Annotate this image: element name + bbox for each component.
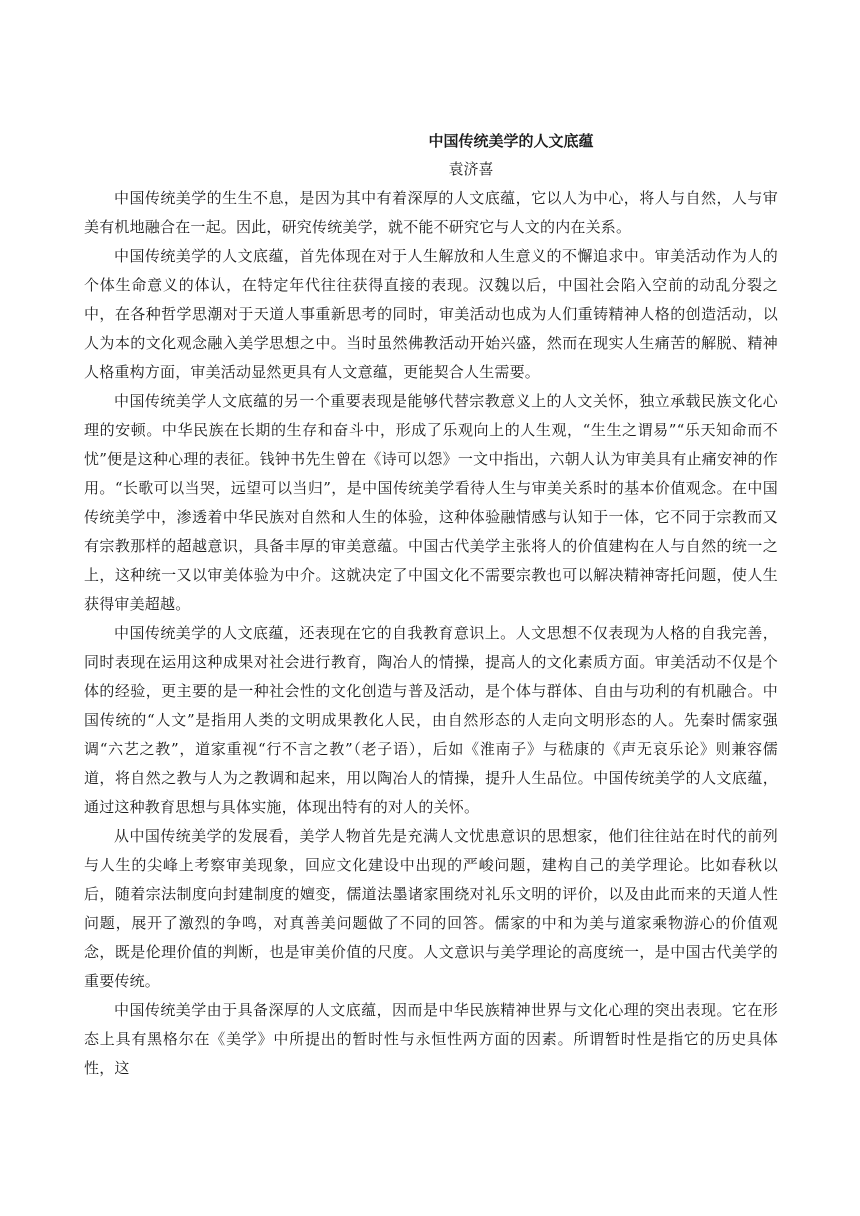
paragraph-2: 中国传统美学的人文底蕴，首先体现在对于人生解放和人生意义的不懈追求中。审美活动作为人的个体生命意义的体认，在特定年代往往获得直接的表现。汉魏以后，中国社会陷入空前的动乱分裂之中，在各种哲学思潮对于天道人事重新思考的同时，审美活动也成为人们重铸精神人格的创造活动，以人为本的文化观念融入美学思想之中。当时虽然佛教活动开始兴盛，然而在现实人生痛苦的解脱、精神人格重构方面，审美活动显然更具有人文意蕴，更能契合人生需要。 [84,247,778,381]
article-author: 袁济喜 [448,160,494,178]
article-title: 中国传统美学的人文底蕴 [428,132,594,150]
paragraph-1: 中国传统美学的生生不息，是因为其中有着深厚的人文底蕴，它以人为中心，将人与自然，人与审美有机地融合在一起。因此，研究传统美学，就不能不研究它与人文的内在关系。 [84,189,778,236]
paragraph-4: 中国传统美学的人文底蕴，还表现在它的自我教育意识上。人文思想不仅表现为人格的自我完善，同时表现在运用这种成果对社会进行教育，陶冶人的情操，提高人的文化素质方面。审美活动不仅是个体的经验，更主要的是一种社会性的文化创造与普及活动，是个体与群体、自由与功利的有机融合。中国传统的“人文”是指用人类的文明成果教化人民，由自然形态的人走向文明形态的人。先秦时儒家强调“六艺之教”，道家重视“行不言之教”（老子语），后如《淮南子》与嵇康的《声无哀乐论》则兼容儒道，将自然之教与人为之教调和起来，用以陶冶人的情操，提升人生品位。中国传统美学的人文底蕴，通过这种教育思想与具体实施，体现出特有的对人的关怀。 [84,624,778,816]
paragraph-3: 中国传统美学人文底蕴的另一个重要表现是能够代替宗教意义上的人文关怀，独立承载民族文化心理的安顿。中华民族在长期的生存和奋斗中，形成了乐观向上的人生观，“生生之谓易”“乐天知命而不忧”便是这种心理的表征。钱钟书先生曾在《诗可以怨》一文中指出，六朝人认为审美具有止痛安神的作用。“长歌可以当哭，远望可以当归”，是中国传统美学看待人生与审美关系时的基本价值观念。在中国传统美学中，渗透着中华民族对自然和人生的体验，这种体验融情感与认知于一体，它不同于宗教而又有宗教那样的超越意识，具备丰厚的审美意蕴。中国古代美学主张将人的价值建构在人与自然的统一之上，这种统一又以审美体验为中介。这就决定了中国文化不需要宗教也可以解决精神寄托问题，使人生获得审美超越。 [84,392,778,613]
document-page [84,130,778,1083]
paragraph-6: 中国传统美学由于具备深厚的人文底蕴，因而是中华民族精神世界与文化心理的突出表现。它在形态上具有黑格尔在《美学》中所提出的暂时性与永恒性两方面的因素。所谓暂时性是指它的历史具体性，这 [84,1001,778,1077]
paragraph-5: 从中国传统美学的发展看，美学人物首先是充满人文忧患意识的思想家，他们往往站在时代的前列与人生的尖峰上考察审美现象，回应文化建设中出现的严峻问题，建构自己的美学理论。比如春秋以后，随着宗法制度向封建制度的嬗变，儒道法墨诸家围绕对礼乐文明的评价，以及由此而来的天道人性问题，展开了激烈的争鸣，对真善美问题做了不同的回答。儒家的中和为美与道家乘物游心的价值观念，既是伦理价值的判断，也是审美价值的尺度。人文意识与美学理论的高度统一，是中国古代美学的重要传统。 [84,827,778,990]
